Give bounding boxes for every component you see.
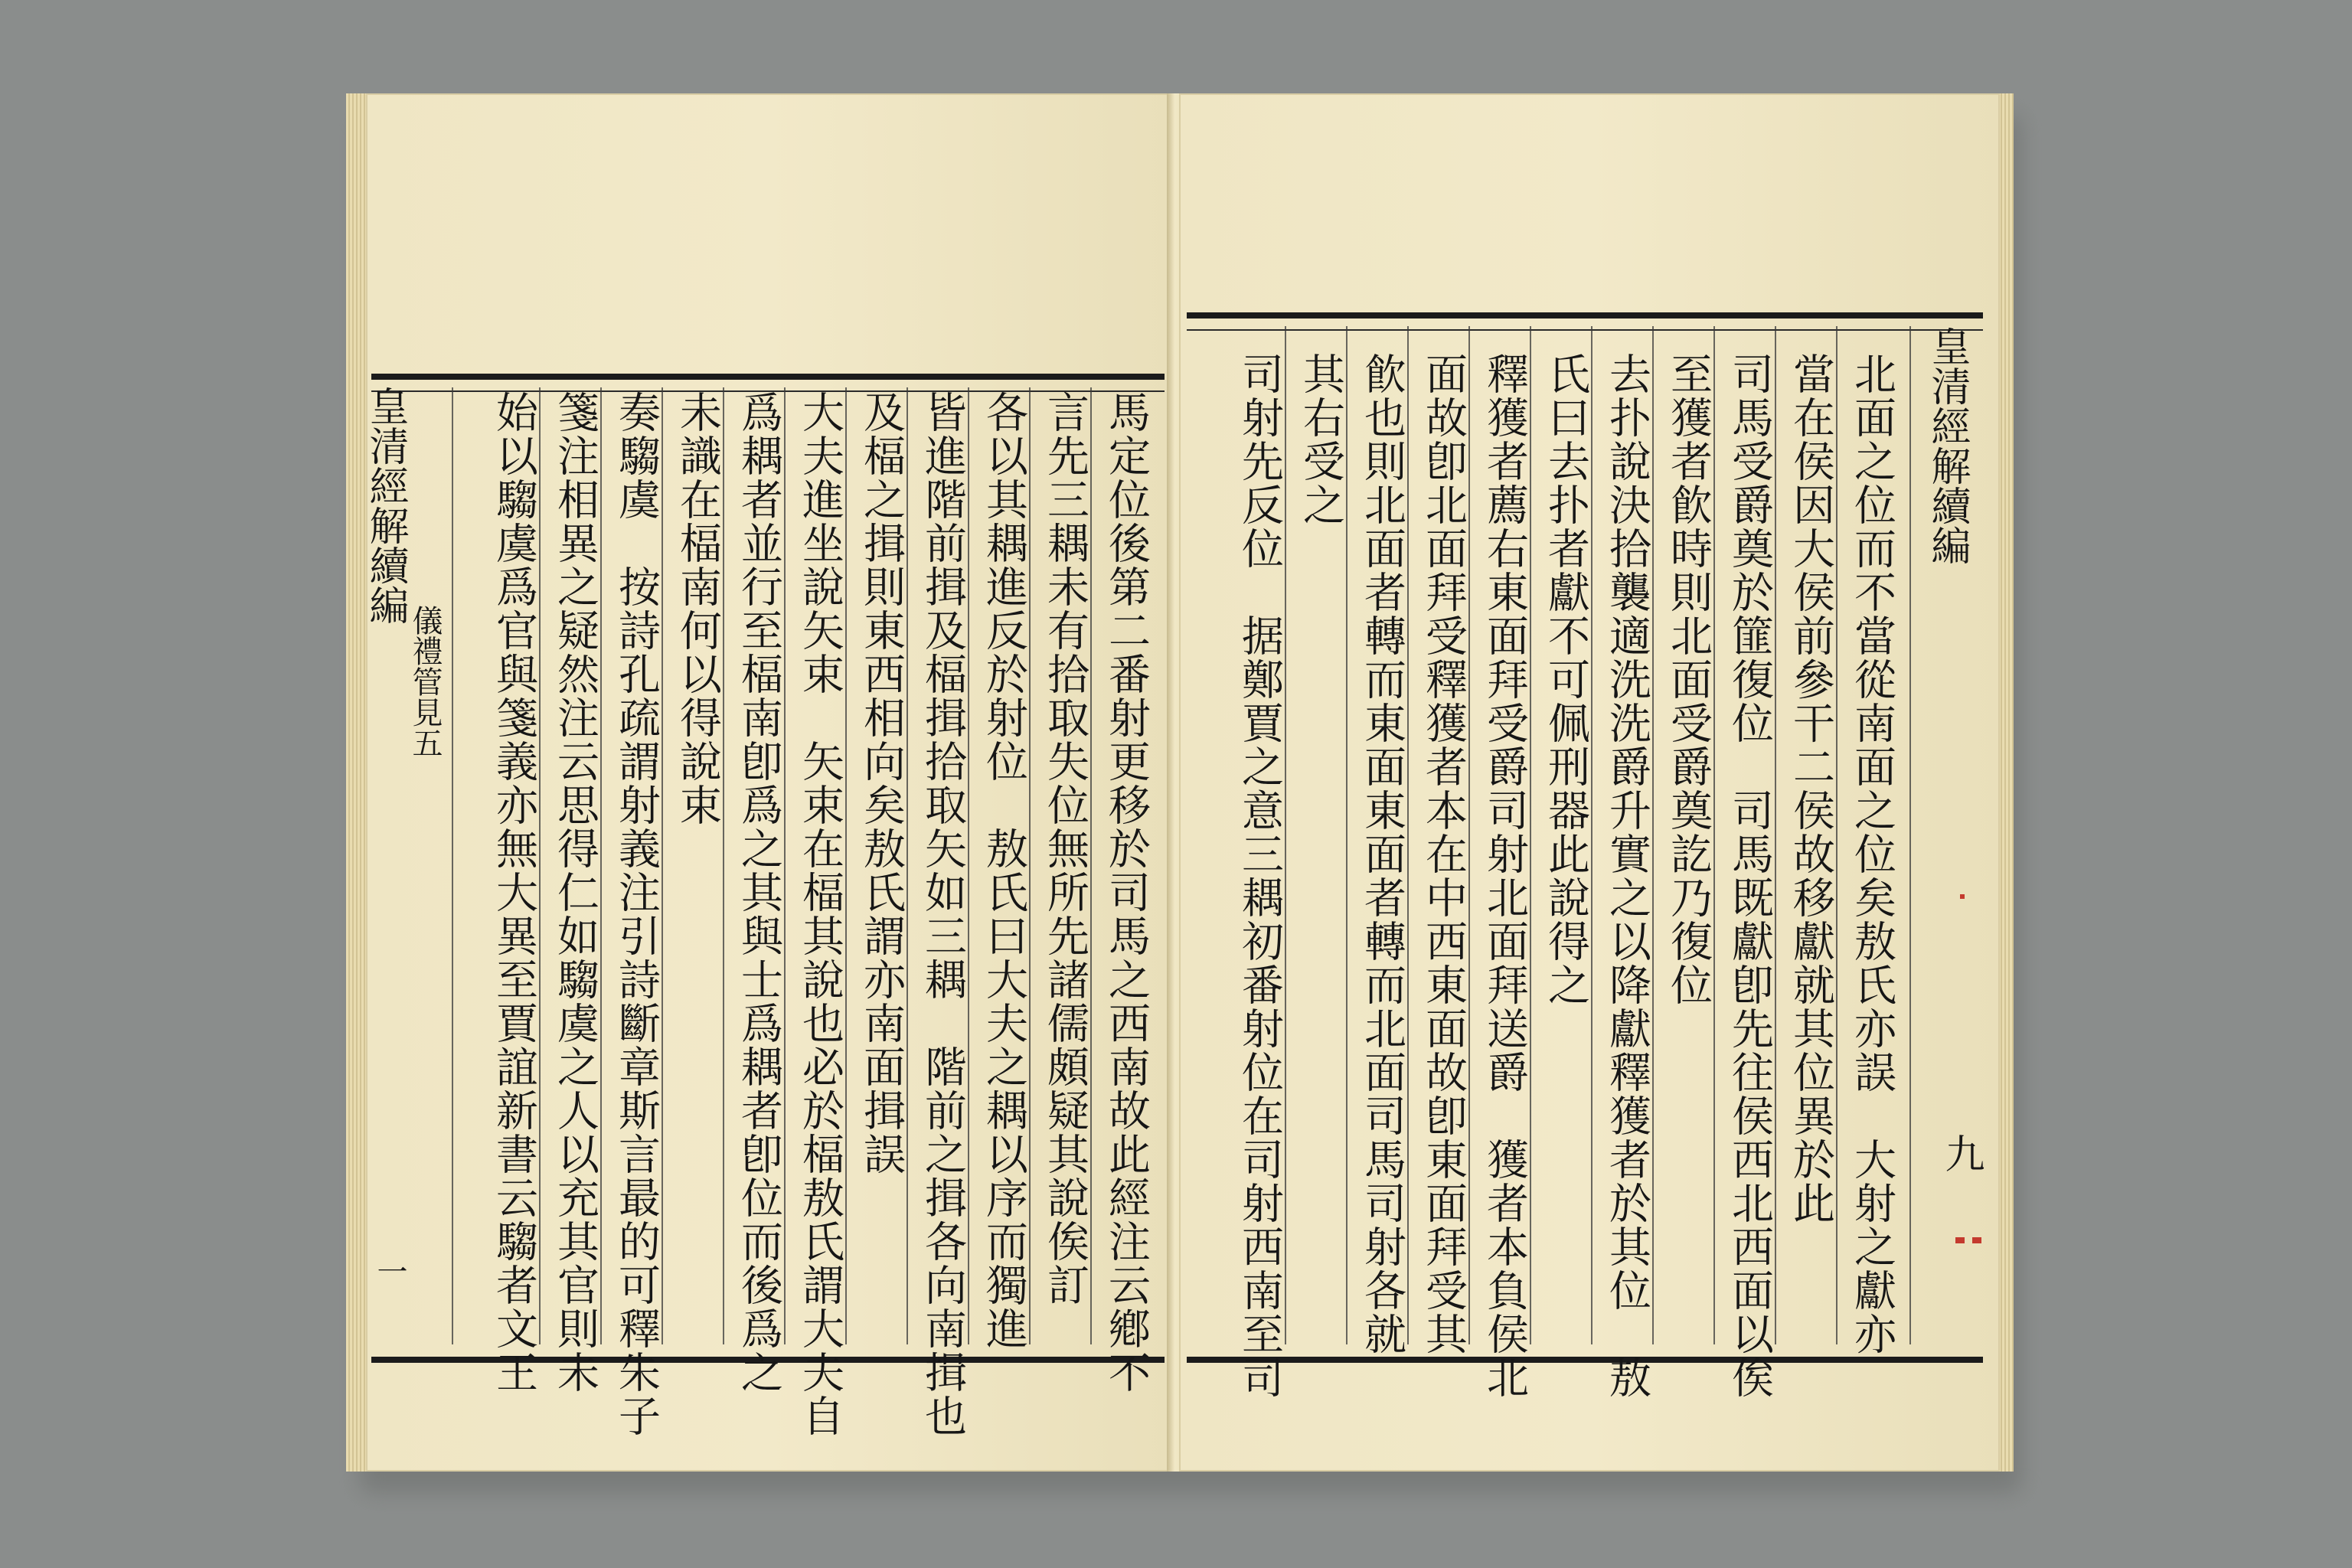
right-margin-folio: 九 <box>1938 1133 1984 1173</box>
left-col-8: 未識在楅南何以得說束 <box>673 390 722 827</box>
left-col-5: 及楅之揖則東西相向矣敖氏謂亦南面揖誤 <box>857 390 906 1176</box>
left-col-7: 爲耦者並行至楅南卽爲之其與士爲耦者卽位而後爲之 <box>734 390 783 1394</box>
right-col-7: 釋獲者薦右東面拜受爵司射北面拜送爵 獲者本負侯北 <box>1480 352 1529 1400</box>
margin-rule <box>1909 326 1911 1344</box>
right-col-2: 當在侯因大侯前參干二侯故移獻就其位異於此 <box>1786 352 1835 1225</box>
left-col-9: 奏騶虞 按詩孔疏謂射義注引詩斷章斯言最的可釋朱子 <box>612 390 661 1438</box>
right-col-5: 去扑說決拾襲適洗洗爵升實之以降獻釋獲者於其位 敖 <box>1602 352 1651 1400</box>
right-col-6: 氏曰去扑者獻不可佩刑器此說得之 <box>1541 352 1590 1007</box>
right-col-3: 司馬受爵奠於篚復位 司馬既獻卽先往侯西北西面以俟 <box>1725 352 1774 1400</box>
left-col-2: 言先三耦未有拾取失位無所先諸儒頗疑其說俟訂 <box>1040 390 1089 1307</box>
right-col-9: 飮也則北面者轉而東面東面者轉而北面司馬司射各就 <box>1357 352 1406 1356</box>
left-margin-section: 儀禮管見五 <box>407 605 443 758</box>
right-col-1: 北面之位而不當從南面之位矣敖氏亦誤 大射之獻亦 <box>1847 352 1896 1356</box>
left-margin-folio: 一 <box>372 1256 407 1286</box>
red-ink-mark <box>1955 1237 1965 1243</box>
left-col-6: 大夫進坐說矢束 矢束在楅其說也必於楅敖氏謂大夫自 <box>795 390 844 1438</box>
red-ink-mark <box>1972 1237 1981 1243</box>
margin-rule <box>452 387 453 1344</box>
right-col-8: 面故卽北面拜受釋獲者本在中西東面故卽東面拜受其 <box>1419 352 1468 1356</box>
left-col-10: 箋注相異之疑然注云思得仁如騶虞之人以充其官則未 <box>550 390 599 1394</box>
left-col-3: 各以其耦進反於射位 敖氏曰大夫之耦以序而獨進 <box>979 390 1028 1351</box>
left-margin-title: 皇清經解續編 <box>362 386 408 625</box>
right-margin-title: 皇清經解續編 <box>1924 326 1970 565</box>
frame-top-rule <box>1187 329 1983 331</box>
right-col-11: 司射先反位 据鄭賈之意三耦初番射位在司射西南至司 <box>1235 352 1284 1400</box>
right-col-4: 至獲者飮時則北面受爵奠訖乃復位 <box>1664 352 1713 1007</box>
red-ink-mark <box>1960 894 1965 899</box>
left-col-1: 馬定位後第二番射更移於司馬之西南故此經注云鄕不 <box>1102 390 1151 1394</box>
left-col-4: 皆進階前揖及楅揖拾取矢如三耦 階前之揖各向南揖也 <box>918 390 967 1438</box>
right-col-10: 其右受之 <box>1296 352 1345 527</box>
left-col-11: 始以騶虞爲官與箋義亦無大異至賈誼新書云騶者文王 <box>489 390 538 1394</box>
